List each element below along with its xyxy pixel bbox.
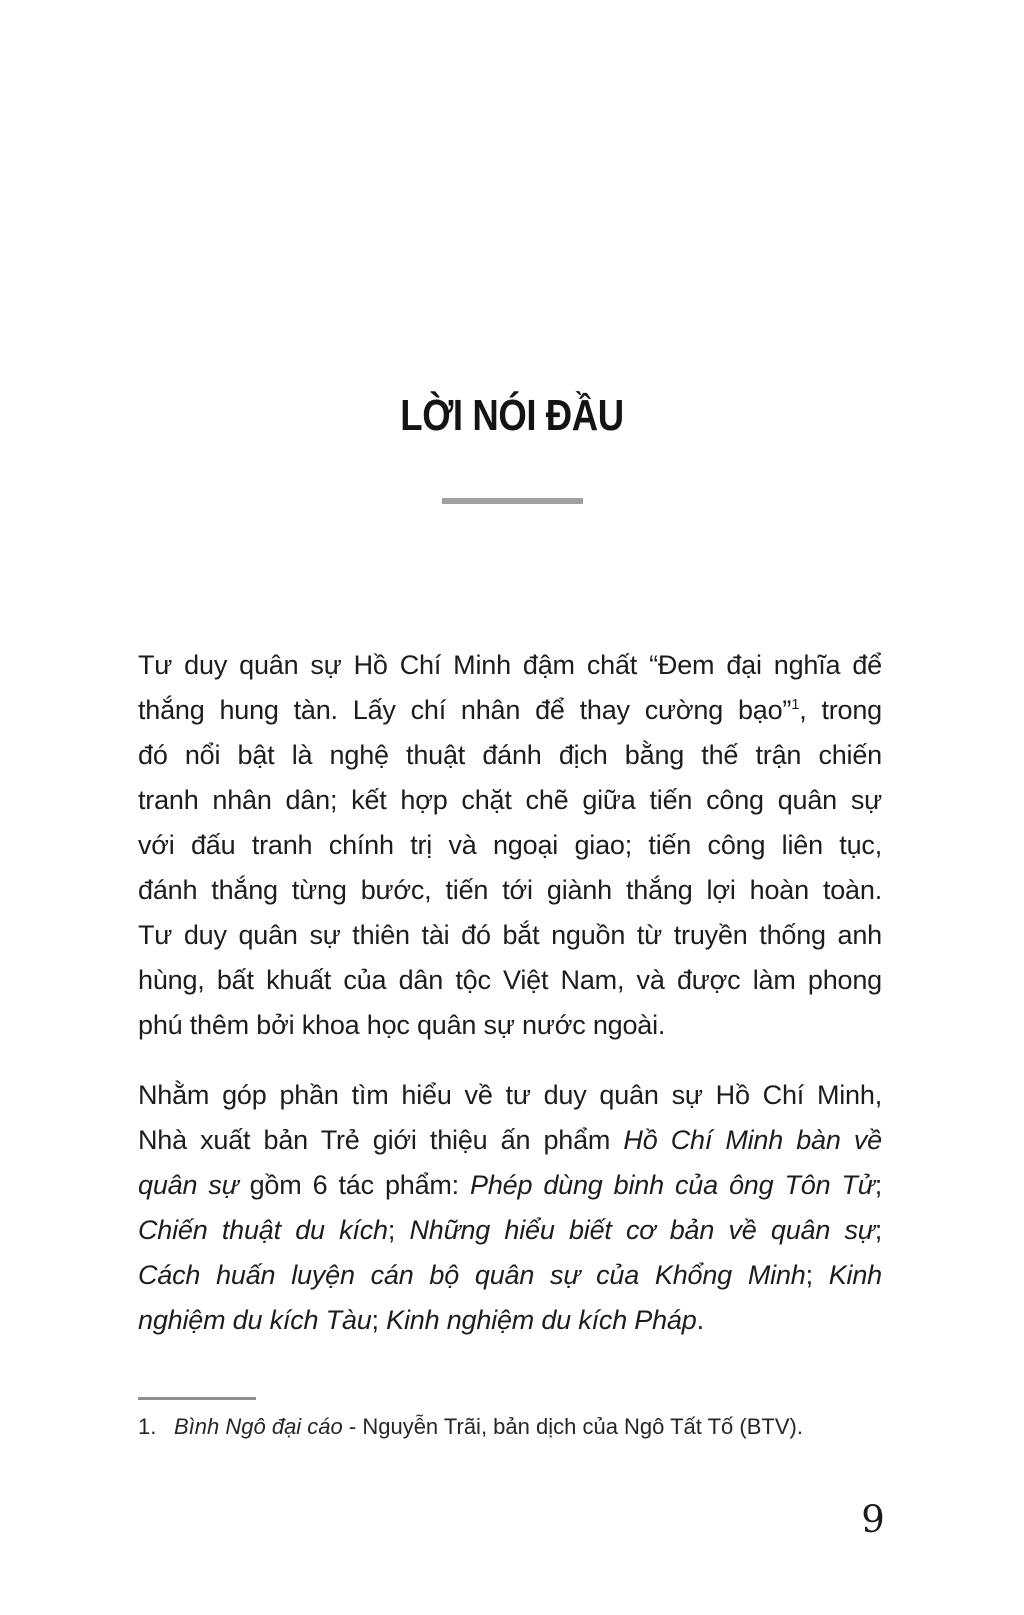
text-segment: - Nguyễn Trãi, bản dịch của Ngô Tất Tố (BTV). bbox=[342, 1414, 803, 1439]
text-segment: thắng hung tàn. Lấy chí nhân để thay cường bạo” bbox=[138, 695, 792, 725]
text-segment: Hồ Chí Minh bàn về bbox=[623, 1125, 882, 1155]
page-number: 9 bbox=[861, 1498, 885, 1541]
text-segment: gồm 6 tác phẩm: bbox=[238, 1170, 471, 1200]
text-segment: Bình Ngô đại cáo bbox=[174, 1414, 343, 1439]
text-segment: Nhà xuất bản Trẻ giới thiệu ấn phẩm bbox=[138, 1125, 624, 1155]
text-segment: quân sự bbox=[138, 1170, 239, 1200]
text-segment: Cách huấn luyện cán bộ quân sự của Khổng Minh bbox=[138, 1260, 806, 1290]
text-line bbox=[138, 643, 882, 688]
text-segment: ; bbox=[387, 1215, 410, 1245]
body-text bbox=[138, 643, 882, 1343]
text-segment: ; bbox=[371, 1305, 387, 1335]
text-segment: hùng, bất khuất của dân tộc Việt Nam, và được làm phong bbox=[138, 965, 882, 995]
text-segment: , trong bbox=[799, 695, 882, 725]
footnote-text bbox=[174, 1414, 803, 1439]
text-line bbox=[138, 688, 882, 733]
text-line bbox=[138, 1118, 882, 1163]
page-title: LỜI NÓI ĐẦU bbox=[400, 391, 624, 440]
text-line bbox=[138, 1298, 882, 1343]
text-segment: Tư duy quân sự Hồ Chí Minh đậm chất “Đem đại nghĩa để bbox=[138, 650, 882, 680]
text-segment: Tư duy quân sự thiên tài đó bắt nguồn từ truyền thống anh bbox=[138, 920, 882, 950]
text-line bbox=[138, 1163, 882, 1208]
text-segment: Những hiểu biết cơ bản về quân sự bbox=[409, 1215, 875, 1245]
text-segment: Nhằm góp phần tìm hiểu về tư duy quân sự Hồ Chí Minh, bbox=[138, 1080, 882, 1110]
text-segment: . bbox=[696, 1305, 704, 1335]
text-segment: ; bbox=[805, 1260, 829, 1290]
text-segment: nghiệm du kích Tàu bbox=[138, 1305, 372, 1335]
text-line bbox=[138, 1253, 882, 1298]
paragraph-publisher bbox=[138, 1073, 882, 1343]
title-divider bbox=[442, 498, 583, 504]
text-segment: tranh nhân dân; kết hợp chặt chẽ giữa tiến công quân sự bbox=[138, 785, 882, 815]
footnote-divider bbox=[138, 1397, 256, 1400]
text-segment: đó nổi bật là nghệ thuật đánh địch bằng thế trận chiến bbox=[138, 740, 882, 770]
text-line bbox=[138, 958, 882, 1003]
text-line bbox=[138, 778, 882, 823]
text-segment: ; bbox=[874, 1170, 882, 1200]
text-segment: Chiến thuật du kích bbox=[138, 1215, 388, 1245]
text-segment: ; bbox=[874, 1215, 882, 1245]
text-line bbox=[138, 1073, 882, 1118]
text-line bbox=[138, 868, 882, 913]
text-segment: với đấu tranh chính trị và ngoại giao; tiến công liên tục, bbox=[138, 830, 882, 860]
text-line bbox=[138, 733, 882, 778]
footnote bbox=[138, 1411, 882, 1443]
text-segment: Kinh bbox=[828, 1260, 882, 1290]
text-segment: Kinh nghiệm du kích Pháp bbox=[386, 1305, 697, 1335]
text-line bbox=[138, 913, 882, 958]
text-segment: đánh thắng từng bước, tiến tới giành thắng lợi hoàn toàn. bbox=[138, 875, 882, 905]
text-segment: Phép dùng binh của ông Tôn Tử bbox=[470, 1170, 875, 1200]
text-line bbox=[138, 1003, 882, 1048]
text-segment: phú thêm bởi khoa học quân sự nước ngoài. bbox=[138, 1010, 666, 1040]
footnote-reference: 1 bbox=[791, 697, 800, 713]
text-line bbox=[138, 823, 882, 868]
footnote-number: 1. bbox=[138, 1414, 157, 1439]
text-line bbox=[138, 1208, 882, 1253]
paragraph-intro bbox=[138, 643, 882, 1048]
